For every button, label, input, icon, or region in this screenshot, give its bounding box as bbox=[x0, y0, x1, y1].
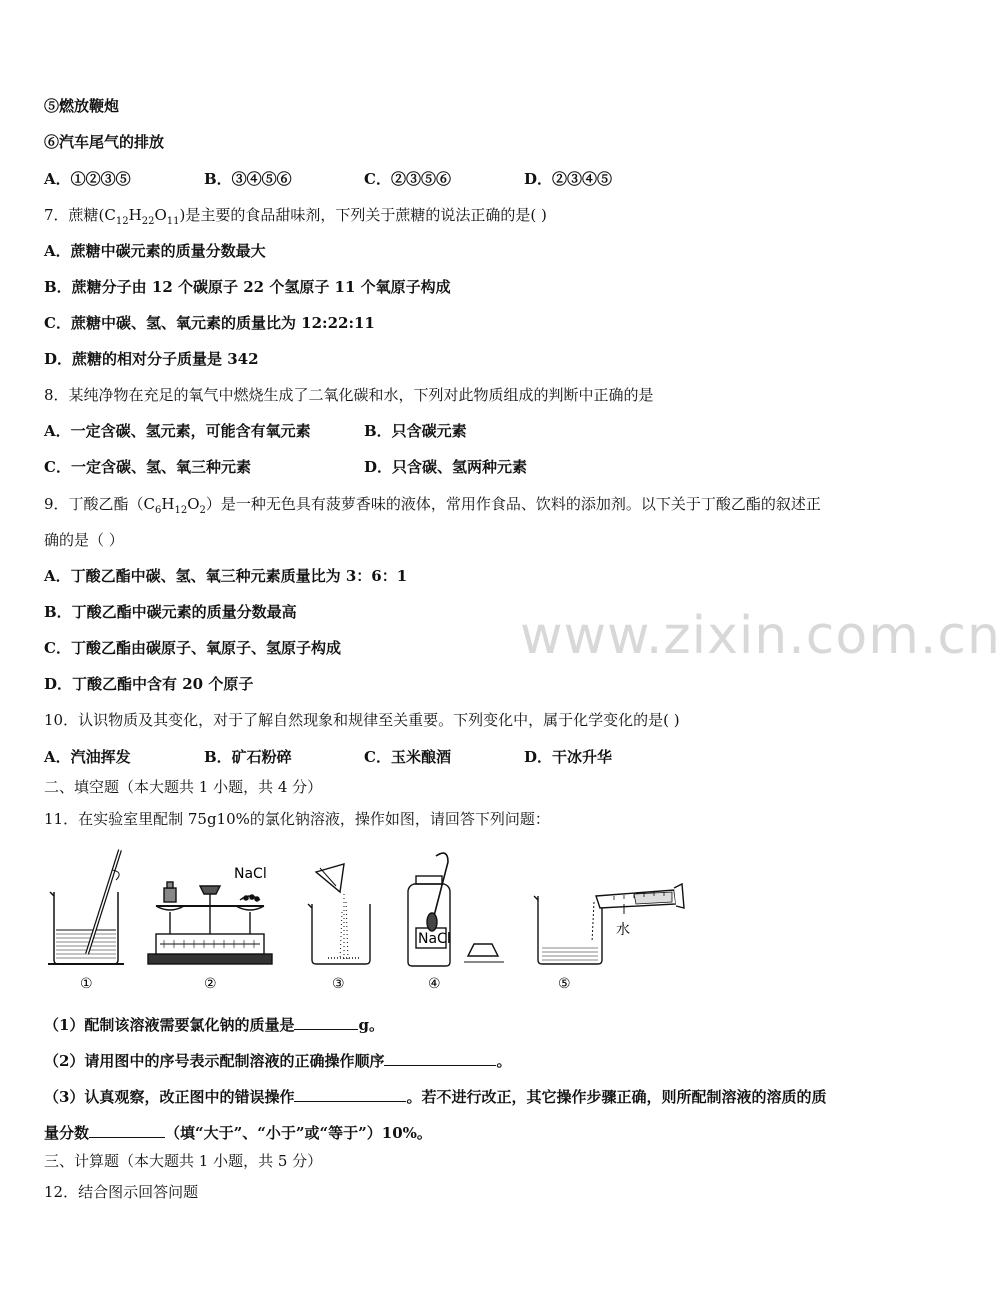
section-3-heading: 三、计算题（本大题共 1 小题，共 5 分） bbox=[44, 1152, 323, 1170]
q8-option-c: C．一定含碳、氢、氧三种元素 bbox=[44, 458, 251, 476]
answer-blank-2[interactable] bbox=[384, 1049, 496, 1066]
q9-option-b: B．丁酸乙酯中碳元素的质量分数最高 bbox=[44, 603, 297, 621]
item-6-exhaust: ⑥汽车尾气的排放 bbox=[44, 133, 165, 151]
q11-part-1: （1）配制该溶液需要氯化钠的质量是 g。 bbox=[44, 1013, 384, 1035]
q7-option-c: C．蔗糖中碳、氢、氧元素的质量比为 12:22:11 bbox=[44, 314, 375, 332]
figure-label-1: ① bbox=[80, 976, 93, 992]
nacl-label-bottle: NaCl bbox=[418, 931, 451, 947]
cylinder-pouring-icon bbox=[534, 884, 684, 964]
q7-option-b: B．蔗糖分子由 12 个碳原子 22 个氢原子 11 个氧原子构成 bbox=[44, 278, 451, 296]
q8-option-b: B．只含碳元素 bbox=[364, 422, 467, 440]
question-9: 9．丁酸乙酯$(C_6H_{12}O_2)$是一种无色具有菠萝香味的液体，常用作食品、饮料的添加剂。以下关于丁酸乙酯的叙述正 bbox=[44, 495, 821, 516]
question-10: 10．认识物质及其变化，对于了解自然现象和规律至关重要。下列变化中，属于化学变化的是( ) bbox=[44, 711, 680, 729]
question-9-continued: 确的是（ ） bbox=[44, 531, 124, 549]
balance-scale-icon bbox=[148, 882, 272, 964]
q6-option-a: A．①②③⑤ bbox=[44, 170, 131, 188]
beaker-stirring-icon bbox=[48, 850, 124, 964]
q11-part-2: （2）请用图中的序号表示配制溶液的正确操作顺序 。 bbox=[44, 1049, 511, 1071]
q10-option-b: B．矿石粉碎 bbox=[204, 748, 292, 766]
answer-blank-4[interactable] bbox=[89, 1121, 165, 1138]
question-11: 11．在实验室里配制 75g10%的氯化钠溶液，操作如图，请回答下列问题： bbox=[44, 810, 550, 828]
q10-option-d: D．干冰升华 bbox=[524, 748, 613, 766]
question-8: 8．某纯净物在充足的氧气中燃烧生成了二氧化碳和水，下列对此物质组成的判断中正确的是 bbox=[44, 386, 654, 404]
item-5-fireworks: ⑤燃放鞭炮 bbox=[44, 97, 120, 115]
figure-label-4: ④ bbox=[428, 976, 441, 992]
figure-label-3: ③ bbox=[332, 976, 345, 992]
q9-option-c: C．丁酸乙酯由碳原子、氧原子、氢原子构成 bbox=[44, 639, 341, 657]
watermark: www.zixin.com.cn bbox=[520, 606, 1001, 666]
q11-part-3-continued: 量分数 （填“大于”、“小于”或“等于”）10%。 bbox=[44, 1121, 432, 1143]
figure-label-5: ⑤ bbox=[558, 976, 571, 992]
question-12: 12．结合图示回答问题 bbox=[44, 1183, 199, 1201]
reagent-bottle-icon bbox=[408, 853, 504, 966]
answer-blank-3[interactable] bbox=[294, 1085, 406, 1102]
q8-option-a: A．一定含碳、氢元素，可能含有氧元素 bbox=[44, 422, 311, 440]
question-7: 7．蔗糖$(C_{12}H_{22}O_{11})$是主要的食品甜味剂，下列关于蔗糖的说法正确的是( ) bbox=[44, 206, 547, 227]
answer-blank-1[interactable] bbox=[294, 1013, 358, 1030]
q9-option-d: D．丁酸乙酯中含有 20 个原子 bbox=[44, 675, 254, 693]
lab-figure bbox=[44, 842, 694, 992]
water-label: 水 bbox=[616, 922, 630, 938]
section-2-heading: 二、填空题（本大题共 1 小题，共 4 分） bbox=[44, 778, 323, 796]
q9-option-a: A．丁酸乙酯中碳、氢、氧三种元素质量比为 3：6：1 bbox=[44, 567, 408, 585]
pouring-solid-icon bbox=[308, 864, 370, 964]
q7-option-a: A．蔗糖中碳元素的质量分数最大 bbox=[44, 242, 266, 260]
q6-option-b: B．③④⑤⑥ bbox=[204, 170, 292, 188]
q6-option-d: D．②③④⑤ bbox=[524, 170, 613, 188]
q10-option-a: A．汽油挥发 bbox=[44, 748, 131, 766]
q8-option-d: D．只含碳、氢两种元素 bbox=[364, 458, 528, 476]
q6-option-c: C．②③⑤⑥ bbox=[364, 170, 451, 188]
q11-part-3: （3）认真观察，改正图中的错误操作 。若不进行改正，其它操作步骤正确，则所配制溶液的溶质的质 bbox=[44, 1085, 826, 1107]
nacl-label-top: NaCl bbox=[234, 866, 267, 882]
figure-label-2: ② bbox=[204, 976, 217, 992]
q10-option-c: C．玉米酿酒 bbox=[364, 748, 451, 766]
q7-option-d: D．蔗糖的相对分子质量是 342 bbox=[44, 350, 259, 368]
